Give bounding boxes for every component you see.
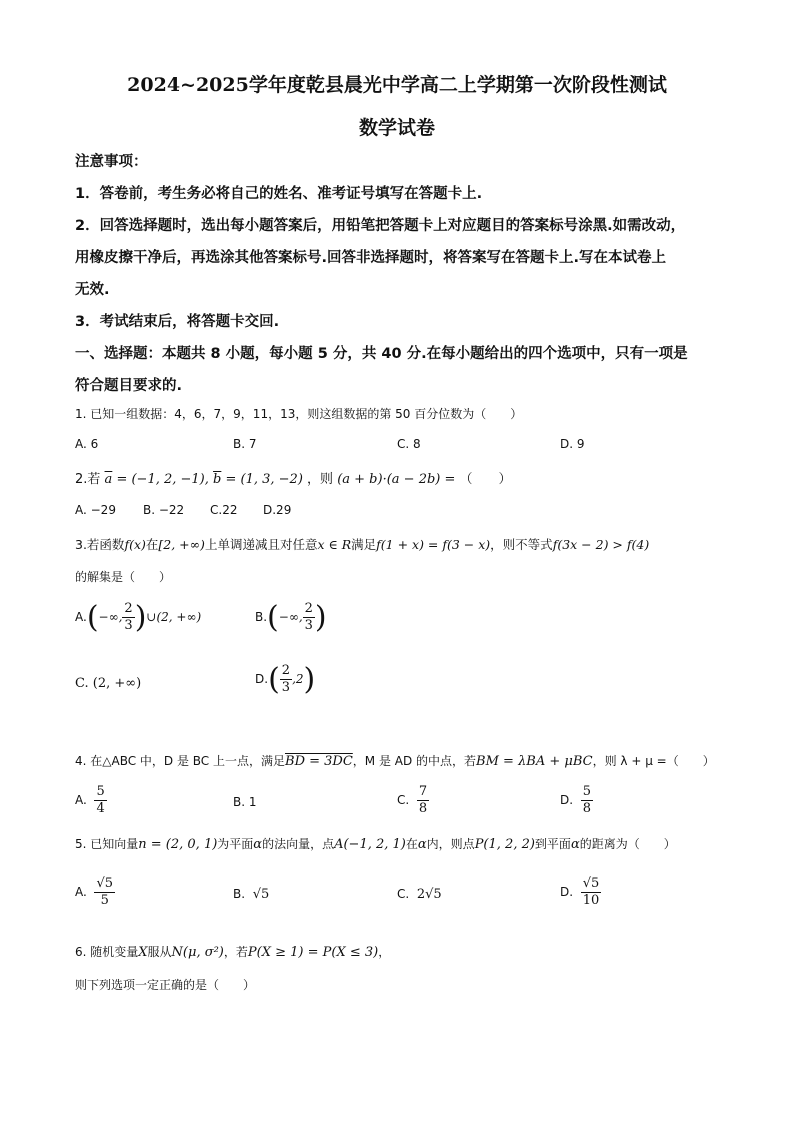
q4-bd-vector: BD = 3DC bbox=[285, 754, 353, 769]
q4-option-d-label: D. bbox=[560, 793, 574, 807]
exam-subtitle: 数学试卷 bbox=[358, 117, 435, 139]
q4-option-a-num: 5 bbox=[96, 784, 105, 799]
q3-text-d: 满足 bbox=[351, 537, 377, 552]
q4-bm-vector: BM = λBA + μBC bbox=[476, 754, 593, 769]
exam-title: 2024~2025学年度乾县晨光中学高二上学期第一次阶段性测试 bbox=[127, 74, 667, 96]
q4-option-a-label: A. bbox=[75, 793, 87, 807]
question-1-stem: 1. 已知一组数据：4，6，7，9，11，13，则这组数据的第 50 百分位数为（ ） bbox=[75, 407, 523, 421]
question-5-option-b bbox=[233, 887, 269, 902]
q5-option-c-label: C. bbox=[397, 887, 410, 901]
question-4-option-d bbox=[560, 784, 593, 817]
notice-item-2-line-3: 无效. bbox=[75, 282, 110, 298]
question-1-option-b: B. 7 bbox=[233, 437, 257, 451]
question-2-option-a: A. −29 bbox=[75, 503, 116, 517]
q3-interval: [2, +∞) bbox=[158, 537, 205, 552]
q3-text-a: 3.若函数 bbox=[75, 537, 125, 552]
notice-item-2-line-2: 用橡皮擦干净后，再选涂其他答案标号.回答非选择题时，将答案写在答题卡上.写在本试卷上 bbox=[75, 250, 667, 266]
q5-text-b: 为平面 bbox=[217, 837, 254, 851]
q5-plane-alpha-3: α bbox=[570, 837, 580, 852]
q4-option-c-label: C. bbox=[397, 793, 410, 807]
q5-text-a: 5. 已知向量 bbox=[75, 837, 139, 851]
q5-text-e: 内，则点 bbox=[426, 837, 475, 851]
q4-text-c: ，则 λ + μ =（ ） bbox=[592, 754, 715, 768]
section-1-heading-line-2: 符合题目要求的. bbox=[75, 378, 183, 394]
q3-option-b-den: 3 bbox=[304, 618, 313, 633]
q5-normal-vector: n = (2, 0, 1) bbox=[138, 837, 218, 852]
question-3-option-d: D.( $\frac{2}{3}$ ,2) bbox=[255, 662, 316, 697]
q3-option-b-label: B. bbox=[255, 610, 268, 624]
q4-option-c-num: 7 bbox=[418, 784, 428, 799]
q5-point-a: A(−1, 2, 1) bbox=[334, 837, 406, 852]
q3-option-d-right: ,2 bbox=[292, 672, 304, 686]
vector-a-value: = (−1, 2, −1), bbox=[116, 472, 209, 487]
question-2-expression: (a + b)·(a − 2b) = bbox=[337, 472, 456, 487]
section-1-heading-line-1: 一、选择题：本题共 8 小题，每小题 5 分，共 40 分.在每小题给出的四个选项中，只有一项是 bbox=[75, 346, 688, 362]
question-3-option-c: C. (2, +∞) bbox=[75, 676, 142, 691]
q3-option-a-label: A. bbox=[75, 610, 87, 624]
q5-option-a-num: √5 bbox=[96, 876, 114, 891]
q5-option-d-den: 10 bbox=[582, 893, 600, 908]
question-2-connector: ，则 bbox=[307, 472, 334, 487]
q3-text-e: ，则不等式 bbox=[490, 537, 553, 552]
q6-text-c: ，若 bbox=[223, 945, 248, 959]
q4-option-c-den: 8 bbox=[418, 801, 428, 816]
q4-option-a-den: 4 bbox=[96, 801, 105, 816]
q3-option-a-left: −∞, bbox=[98, 610, 123, 624]
q4-text-a: 4. 在△ABC 中，D 是 BC 上一点，满足 bbox=[75, 754, 286, 768]
q3-option-b-left: −∞, bbox=[278, 610, 303, 624]
question-4-option-a bbox=[75, 784, 107, 817]
q3-text-b: 在 bbox=[145, 537, 159, 552]
question-3-option-b: B.(−∞, $\frac{2}{3}$ ) bbox=[255, 600, 327, 635]
q5-option-c-value: 2√5 bbox=[416, 887, 442, 902]
q6-text-a: 6. 随机变量 bbox=[75, 945, 139, 959]
q3-option-a-den: 3 bbox=[124, 618, 133, 633]
q6-variable: X bbox=[138, 945, 148, 960]
q6-text-d: ， bbox=[378, 945, 391, 959]
question-3-option-a: A.(−∞, $\frac{2}{3}$ )∪(2, +∞) bbox=[75, 600, 202, 635]
question-6-stem-line-1 bbox=[75, 943, 390, 960]
q5-option-d-num: √5 bbox=[582, 876, 600, 891]
question-2-blank: （ ） bbox=[459, 472, 512, 487]
q3-option-d-label: D. bbox=[255, 672, 269, 686]
q3-domain: x ∈ R bbox=[317, 537, 352, 552]
q3-text-c: 上单调递减且对任意 bbox=[204, 537, 318, 552]
question-6-stem-line-2: 则下列选项一定正确的是（ ） bbox=[75, 978, 256, 992]
question-3-stem-line-1 bbox=[75, 535, 649, 553]
q5-text-c: 的法向量，点 bbox=[262, 837, 335, 851]
q6-text-b: 服从 bbox=[147, 945, 172, 959]
q5-option-a-den: 5 bbox=[100, 893, 109, 908]
q3-function: f(x) bbox=[124, 537, 146, 552]
q3-option-a-right: ∪(2, +∞) bbox=[146, 610, 202, 624]
q5-option-a-label: A. bbox=[75, 885, 87, 899]
q5-text-g: 的距离为（ ） bbox=[579, 837, 676, 851]
question-4-stem bbox=[75, 752, 715, 769]
q4-text-b: ，M 是 AD 的中点，若 bbox=[352, 754, 477, 768]
q3-inequality: f(3x − 2) > f(4) bbox=[552, 537, 650, 552]
q3-option-d-num: 2 bbox=[281, 663, 291, 678]
question-2-prefix: 2.若 bbox=[75, 472, 101, 487]
question-4-option-c bbox=[397, 784, 429, 817]
q5-text-d: 在 bbox=[405, 837, 418, 851]
q6-condition: P(X ≥ 1) = P(X ≤ 3) bbox=[247, 945, 379, 960]
vector-b-value: = (1, 3, −2) bbox=[225, 472, 303, 487]
q3-option-a-num: 2 bbox=[124, 601, 133, 616]
question-1-option-c: C. 8 bbox=[397, 437, 421, 451]
question-2-stem bbox=[75, 468, 512, 487]
notice-item-2-line-1: 2．回答选择题时，选出每小题答案后，用铅笔把答题卡上对应题目的答案标号涂黑.如需改动， bbox=[75, 218, 686, 234]
question-2-option-d: D.29 bbox=[263, 503, 292, 517]
question-5-option-a bbox=[75, 876, 115, 909]
q5-option-b-label: B. bbox=[233, 887, 246, 901]
q4-option-d-num: 5 bbox=[582, 784, 591, 799]
q5-option-d-label: D. bbox=[560, 885, 574, 899]
vector-b: $\overline{b}$ bbox=[213, 472, 222, 487]
notice-item-3: 3．考试结束后，将答题卡交回. bbox=[75, 314, 280, 330]
question-1-option-d: D. 9 bbox=[560, 437, 585, 451]
q6-distribution: N(μ, σ²) bbox=[171, 945, 224, 960]
q5-option-b-value: √5 bbox=[252, 887, 270, 902]
q5-plane-alpha-2: α bbox=[417, 837, 427, 852]
q4-option-d-den: 8 bbox=[582, 801, 591, 816]
notice-heading: 注意事项： bbox=[75, 154, 148, 170]
q5-plane-alpha: α bbox=[253, 837, 263, 852]
q5-point-p: P(1, 2, 2) bbox=[474, 837, 535, 852]
question-5-option-d bbox=[560, 876, 601, 909]
vector-a: $\overline{a}$ bbox=[104, 472, 113, 487]
question-4-option-b: B. 1 bbox=[233, 795, 257, 809]
question-2-option-b: B. −22 bbox=[143, 503, 185, 517]
q3-symmetry: f(1 + x) = f(3 − x) bbox=[376, 537, 491, 552]
question-3-stem-line-2: 的解集是（ ） bbox=[75, 570, 172, 584]
q5-text-f: 到平面 bbox=[534, 837, 571, 851]
question-2-option-c: C.22 bbox=[210, 503, 238, 517]
question-5-stem bbox=[75, 835, 676, 852]
question-1-option-a: A. 6 bbox=[75, 437, 99, 451]
question-5-option-c bbox=[397, 887, 442, 902]
q3-option-b-num: 2 bbox=[304, 601, 313, 616]
q3-option-d-den: 3 bbox=[281, 680, 291, 695]
notice-item-1: 1．答卷前，考生务必将自己的姓名、准考证号填写在答题卡上. bbox=[75, 186, 483, 202]
